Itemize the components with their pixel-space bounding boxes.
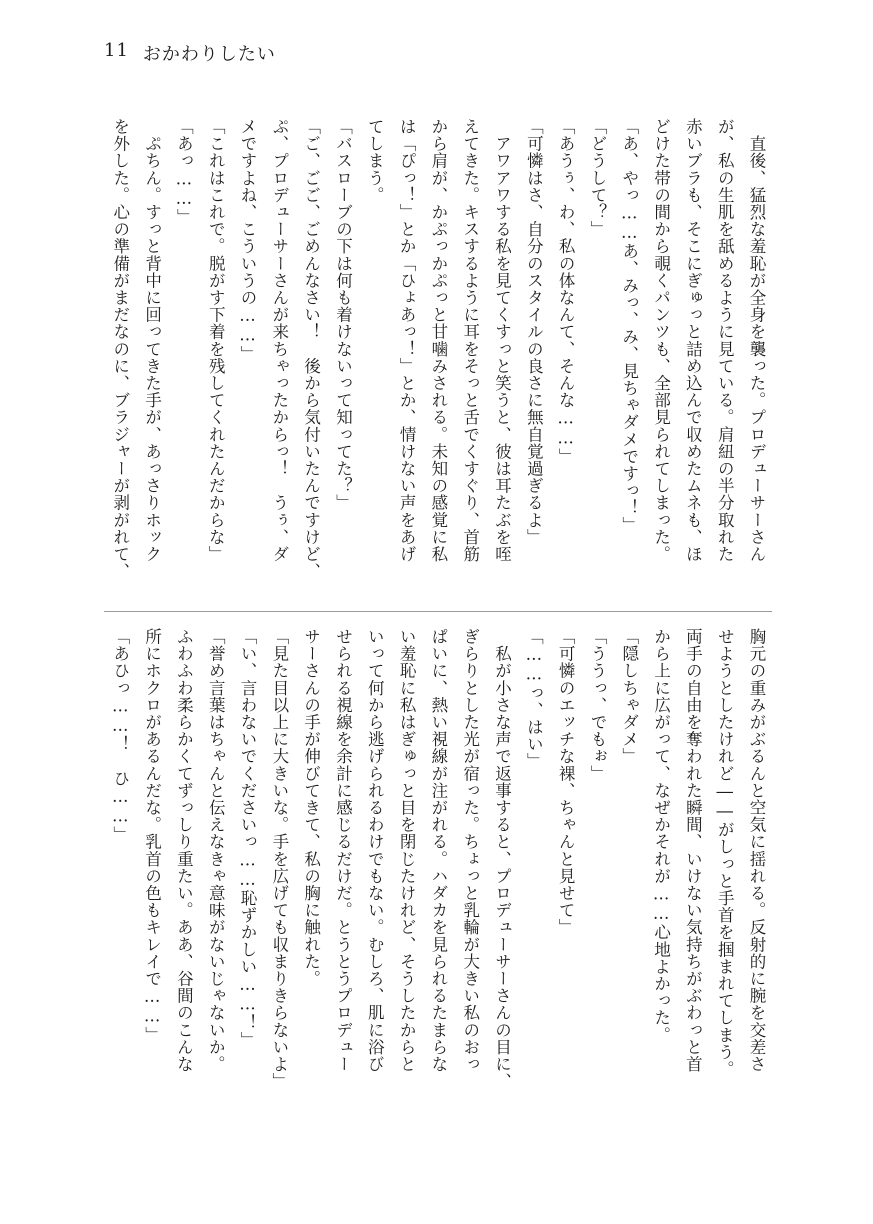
text-line: から上に広がって、なぜかそれが……心地よかった。 bbox=[651, 628, 671, 1044]
text-line: ぷ、プロデューサーさんが来ちゃったからっ！ うぅ、ダ bbox=[269, 118, 289, 563]
text-line: 所にホクロがあるんだな。乳首の色もキレイで……」 bbox=[142, 628, 162, 1044]
text-line: メですよね、こういうの……」 bbox=[238, 118, 257, 363]
text-line: 「ご、ごご、ごめんなさい！ 後から気付いたんですけど、 bbox=[301, 118, 321, 580]
text-line: 「バスローブの下は何も着けないって知ってた？」 bbox=[333, 118, 353, 512]
text-line: どけた帯の間から覗くパンツも、全部見られてしまった。 bbox=[651, 118, 671, 563]
text-line: せられる視線を余計に感じるだけだ。とうとうプロデュー bbox=[333, 628, 353, 1073]
text-line: ぷちん。すっと背中に回ってきた手が、あっさりホック bbox=[142, 118, 162, 563]
text-line: が、私の生肌を舐めるように見ている。肩紐の半分取れた bbox=[715, 118, 735, 563]
text-line: 「あ、やっ……あ、みっ、み、見ちゃダメですっ！」 bbox=[619, 118, 639, 534]
text-line: 「誉め言葉はちゃんと伝えなきゃ意味がないじゃないか。 bbox=[206, 628, 226, 1073]
text-line: 「ううっ、でもぉ」 bbox=[587, 628, 607, 782]
section-divider bbox=[104, 611, 772, 612]
text-line: 「……っ、はい」 bbox=[524, 628, 544, 770]
text-line: 私が小さな声で返事すると、プロデューサーさんの目に、 bbox=[492, 628, 512, 1090]
text-line: せようとしたけれど――がしっと手首を掴まれてしまう。 bbox=[715, 628, 735, 1078]
text-line: から肩が、かぷっかぷっと甘噛みされる。未知の感覚に私 bbox=[428, 118, 448, 563]
text-line: 「あひっ……！ ひ……」 bbox=[110, 628, 130, 844]
text-line: サーさんの手が伸びてきて、私の胸に触れた。 bbox=[301, 628, 321, 988]
running-header bbox=[104, 40, 276, 66]
text-block-top bbox=[104, 118, 772, 598]
text-line: 「あうぅ、わ、私の体なんて、そんな……」 bbox=[556, 118, 576, 465]
text-line: を外した。心の準備がまだなのに、ブラジャーが剥がれて、 bbox=[110, 118, 130, 580]
page-number: 11 bbox=[104, 40, 129, 61]
text-line: 「どうして？」 bbox=[587, 118, 607, 238]
text-line: ぱいに、熱い視線が注がれる。ハダカを見られるたまらな bbox=[428, 628, 448, 1073]
text-line: 直後、猛烈な羞恥が全身を襲った。プロデューサーさん bbox=[747, 118, 766, 563]
text-line: 「これはこれで。脱がす下着を残してくれたんだからな」 bbox=[206, 118, 226, 563]
text-block-bottom bbox=[104, 628, 772, 1108]
text-line: 両手の自由を奪われた瞬間、いけない気持ちがぶわっと首 bbox=[683, 628, 703, 1073]
text-line: えてきた。キスするように耳をそっと舌でくすぐり、首筋 bbox=[460, 118, 480, 563]
text-line: 「あっ……」 bbox=[174, 118, 194, 226]
text-line: 赤いブラも、そこにぎゅっと詰め込んで収めたムネも、ほ bbox=[683, 118, 703, 563]
chapter-title: おかわりしたい bbox=[142, 44, 276, 65]
text-line: 「い、言わないでくださいっ……恥ずかしい……！」 bbox=[238, 628, 257, 1049]
text-line: 「可憐のエッチな裸、ちゃんと見せて」 bbox=[556, 628, 576, 936]
text-line: い羞恥に私はぎゅっと目を閉じたけれど、そうしたからと bbox=[397, 628, 417, 1073]
text-line: 胸元の重みがぶるんと空気に揺れる。反射的に腕を交差さ bbox=[747, 628, 766, 1073]
text-line: てしまう。 bbox=[365, 118, 385, 204]
text-line: は「ぴっ！」とか「ひょあっ！」とか、情けない声をあげ bbox=[397, 118, 417, 563]
text-line: いって何から逃げられるわけでもない。むしろ、肌に浴び bbox=[365, 628, 385, 1073]
text-line: 「可憐はさ、自分のスタイルの良さに無自覚過ぎるよ」 bbox=[524, 118, 544, 546]
text-line: 「見た目以上に大きいな。手を広げても収まりきらないよ」 bbox=[269, 628, 289, 1090]
text-line: アワアワする私を見てくすっと笑うと、彼は耳たぶを咥 bbox=[492, 118, 512, 563]
text-line: 「隠しちゃダメ」 bbox=[619, 628, 639, 765]
text-line: ふわふわ柔らかくてずっしり重たい。ああ、谷間のこんな bbox=[174, 628, 194, 1073]
text-line: ぎらりとした光が宿った。ちょっと乳輪が大きい私のおっ bbox=[460, 628, 480, 1073]
